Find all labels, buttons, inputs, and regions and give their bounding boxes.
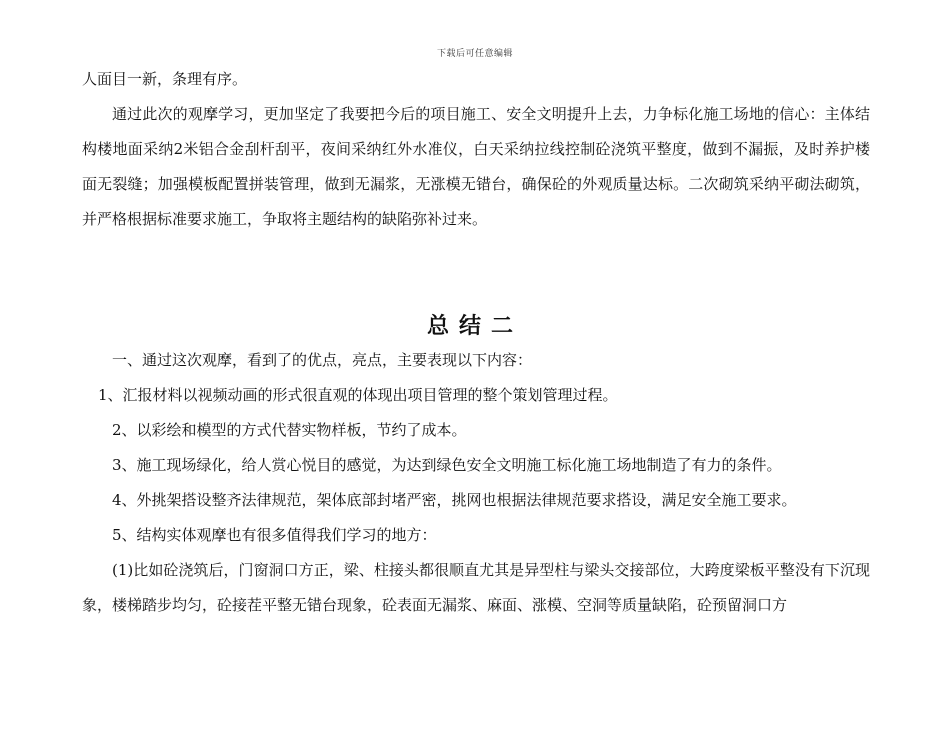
paragraph-observation: 通过此次的观摩学习，更加坚定了我要把今后的项目施工、安全文明提升上去，力争标化施工场地的信心：主体结构楼地面采纳2米铝合金刮杆刮平，夜间采纳红外水准仪，白天采纳拉线控制砼浇筑平整度，做到不漏振，及时养护楼面无裂缝；加强模板配置拼装管理，做到无漏浆，无涨模无错台，确保砼的外观质量达标。二次砌筑采纳平砌法砌筑，并严格根据标准要求施工，争取将主题结构的缺陷弥补过来。 [82, 105, 870, 228]
list-item: 3、施工现场绿化，给人赏心悦目的感觉，为达到绿色安全文明施工标化施工场地制造了有力的条件。 [112, 456, 782, 474]
list-item: 1、汇报材料以视频动画的形式很直观的体现出项目管理的整个策划管理过程。 [98, 386, 618, 404]
paragraph-continuation: 人面目一新，条理有序。 [82, 70, 248, 88]
section-title: 总结二 [426, 314, 523, 339]
header-note: 下载后可任意编辑 [436, 49, 513, 59]
list-item: 5、结构实体观摩也有很多值得我们学习的地方： [112, 526, 437, 544]
paragraph-sub-item: (1)比如砼浇筑后，门窗洞口方正，梁、柱接头都很顺直尤其是异型柱与梁头交接部位，大跨度梁板平整没有下沉现象，楼梯踏步均匀，砼接茬平整无错台现象，砼表面无漏浆、麻面、涨模、空洞等质量缺陷，砼预留洞口方 [82, 561, 870, 614]
list-item: 4、外挑架搭设整齐法律规范，架体底部封堵严密，挑网也根据法律规范要求搭设，满足安全施工要求。 [112, 491, 797, 509]
intro-line: 一、通过这次观摩，看到了的优点，亮点，主要表现以下内容： [112, 351, 533, 369]
list-item: 2、以彩绘和模型的方式代替实物样板，节约了成本。 [112, 421, 467, 439]
